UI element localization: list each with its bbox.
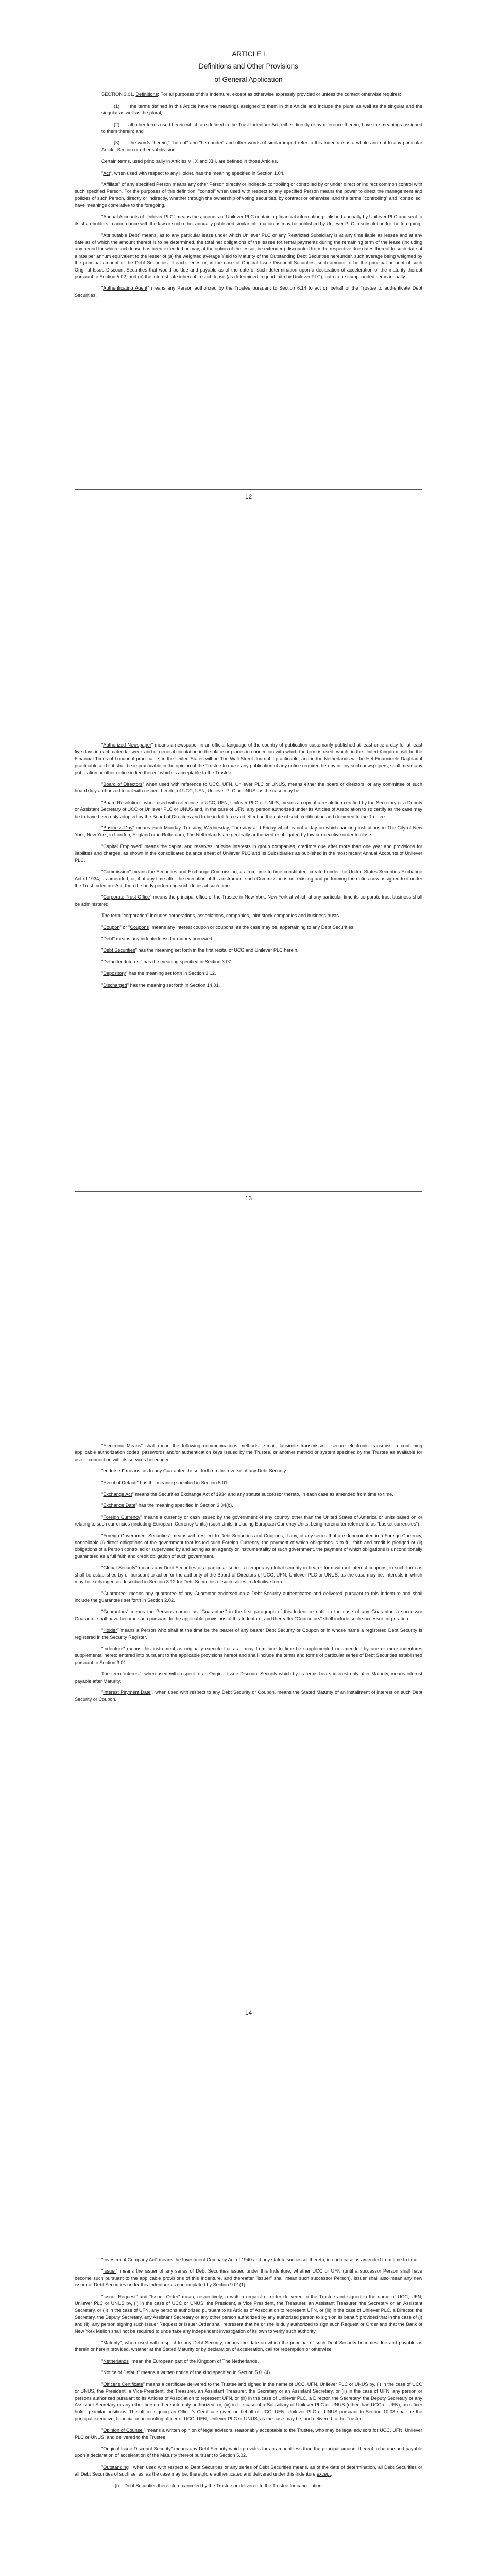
def-interest: The term "interest", when used with respect to an Original Issue Discount Security which by its terms bears interest only after Maturity, means interest payable after Maturity.: [75, 1671, 422, 1684]
def-attributable-debt: "Attributable Debt" means, as to any particular lease under which Unilever PLC or any Restricted Subsidiary is at any time liable as lessee and at any date as of which the amount thereof is to be determined, the total net obligations of the lessee for rental payments during the remaining term of the lease (including any period for which such lease has been extended or may, at the option of the lessor, be extended) discounted from the respective due dates thereof to such date at a rate per annum equivalent to the lesser of (a) the weighted average Yield to Maturity of the Outstanding Debt Securities hereunder, such average being weighted by the principal amount of the Debt Securities of each series or, in the case of Original Issue Discount Securities, such amount to be the principal amount of such Original Issue Discount Securities that would be due and payable as of the date of such determination upon a declaration of acceleration of the maturity thereof pursuant to Section 5.02, and (b) the interest rate inherent in such lease (as determined in good faith by Unilever PLC), both to be compounded semi-annually.: [75, 232, 422, 279]
def-event-of-default: "Event of Default" has the meaning specified in Section 5.01.: [101, 1480, 229, 1485]
page-14-content: [75, 1443, 422, 1703]
page-divider: [75, 1191, 422, 1192]
page-15: [0, 2257, 497, 2494]
list-item-1: (1) the terms defined in this Article have the meanings assigned to them in this Article and include the plural as well as the singular and the singular as well as the plural;: [101, 103, 422, 116]
def-issuer: "Issuer" means the issuer of any series of Debt Securities issued under this Indenture, whether UCC or UFN (until a successor Person shall have become such pursuant to the applicable provisions of this Indenture, and thereafter "Issuer" shall mean such successor Person). Issuer shall also mean any new issuer of Debt Securities under this Indenture as contemplated by Section 9.01(1).: [75, 2268, 422, 2288]
def-commission: "Commission" means the Securities and Exchange Commission, as from time to time constituted, created under the United States Securities Exchange Act of 1934, as amended, or, if at any time after the execution of this instrument such Commission is not existing and performing the duties now assigned to it under the Trust Indenture Act, then the body performing such duties at such time.: [75, 869, 422, 888]
list-item-2: (2) all other terms used herein which are defined in the Trust Indenture Act, either directly or by reference therein, have the meanings assigned to them therein; and: [101, 122, 422, 134]
certain-terms: Certain terms, used principally in Articles VI, X and XIII, are defined in those Articles.: [101, 159, 278, 164]
def-exchange-date: "Exchange Date" has the meaning specified in Section 3.04(b).: [101, 1503, 233, 1509]
def-holder: "Holder" means a Person who shall at the time be the bearer of any bearer Debt Security or Coupon or in whose name a registered Debt Security is registered in the Security Register.: [75, 1628, 422, 1640]
def-issuer-request: "Issuer Request" and "Issuer Order" mean, respectively, a written request or order delivered to the Trustee and signed in the name of UCC, UFN, Unilever PLC or UNUS by, (i) in the case of UCC or UNUS, the President, a Vice President, the Treasurer, an Assistant Treasurer, the Secretary or an Assistant Secretary, or (ii) in the case of UFN, any persons authorized pursuant to its Articles of Association to represent UFN, or (iii) in the case of Unilever PLC, a Director, the Secretary, the Deputy Secretary, any Assistant Secretary or any other person authorized by any authorized person to sign on its behalf; provided that in the case of (i) and (ii), any person signing such Issuer Request or Issuer Order shall represent that he or she is duly authorized to sign such Request or Order and that the Bank of New York Mellon shall not be required to undertake any independent investigation of its own to verify such authority.: [75, 2294, 422, 2334]
def-guarantee: "Guarantee" means any guarantee of any Guarantor endorsed on a Debt Security authenticated and delivered pursuant to this Indenture and shall include the guarantees set forth in Section 2.02.: [75, 1590, 422, 1603]
def-original-issue-discount-security: "Original Issue Discount Security" means any Debt Security which provides for an amount less than the principal amount thereof to be due and payable upon a declaration of acceleration of the Maturity thereof pursuant to Section 5.02.: [75, 2446, 422, 2459]
def-defaulted-interest: "Defaulted Interest" has the meaning specified in Section 3.07.: [101, 959, 233, 964]
page-divider: [75, 489, 422, 490]
list-item-3: (3) the words "herein," "hereof" and "hereunder" and other words of similar import refer to this Indenture as a whole and not to any particular Article, Section or other subdivision.: [101, 140, 422, 152]
article-heading: ARTICLE I: [232, 50, 265, 58]
def-authorized-newspaper: "Authorized Newspaper" means a newspaper in an official language of the country of publication customarily published at least once a day for at least five days in each calendar week and of general circulation in the place or places in connection with which the term is used, which, in the United Kingdom, will be the Financial Times of London if practicable, in the United States will be The Wall Street Journal if practicable, and in the Netherlands will be Het Financieele Dagblad if practicable and if it shall be impracticable in the opinion of the Trustee to make any publication of any notice required hereby in any such newspapers, shall mean any publication or other notice in lieu thereof which is acceptable to the Trustee.: [75, 742, 422, 775]
def-foreign-government-securities: "Foreign Government Securities" means with respect to Debt Securities and Coupons, if any, of any series that are denominated in a Foreign Currency, noncallable (i) direct obligations of the government that issued such Foreign Currency, the payment of which obligations is to full faith and credit is pledged or (ii) obligations of a Person controlled or supervised by and acting as an agency or instrumentality of such government, the payment of which obligations is unconditionally guaranteed as a full faith and credit obligation of such government.: [75, 1533, 422, 1559]
def-indenture: "Indenture" means this instrument as originally executed or as it may from time to time be supplemented or amended by one or more indentures supplemental hereto entered into pursuant to the applicable provisions hereof and shall include the terms and forms of particular series of Debt Securities established pursuant to Section 3.01.: [75, 1646, 422, 1665]
def-interest-payment-date: "Interest Payment Date", when used with respect to any Debt Security or Coupon, means the Stated Maturity of an installment of interest on such Debt Security or Coupon.: [75, 1689, 422, 1702]
def-capital-employed: "Capital Employed" means the capital and reserves, outside interests in group companies, creditors due after more than one year and provisions for liabilities and charges, as shown in the consolidated balance sheet of Unilever PLC and its Subsidiaries as published in the most recent Annual Accounts of Unilever PLC.: [75, 843, 422, 863]
page-number: 12: [245, 493, 252, 500]
def-guarantors: "Guarantors" means the Persons named as "Guarantors" in the first paragraph of this Indenture until, in the case of any Guarantor, a successor Guarantor shall have become such pursuant to the applicable provisions of this Indenture, and thereafter "Guarantors" shall include such successor corporation.: [75, 1609, 422, 1621]
def-authenticating-agent: "Authenticating Agent" means any Person authorized by the Trustee pursuant to Section 6.14 to act on behalf of the Trustee to authenticate Debt Securities.: [75, 285, 422, 298]
article-title-line2: of General Application: [214, 76, 283, 84]
def-corporate-trust-office: "Corporate Trust Office" means the principal office of the Trustee in New York, New York at which at any particular time its corporate trust business shall be administered.: [75, 894, 422, 907]
def-depository: "Depository" has the meaning set forth in Section 3.12.: [101, 971, 216, 976]
def-debt: "Debt" means any indebtedness for money borrowed.: [101, 936, 214, 941]
def-foreign-currency: "Foreign Currency" means a currency or cash issued by the government of any country other than the United States of America or units based on or relating to such currencies (including European Currency Units) (such Units, including European Currency Units, being hereinafter referred to as "basket currencies").: [75, 1514, 422, 1527]
def-notice-of-default: "Notice of Default" means a written notice of the kind specified in Section 5.01(4).: [101, 2370, 271, 2376]
page-15-content: [75, 2257, 422, 2489]
def-discharged: "Discharged" has the meaning set forth in Section 14.01.: [101, 982, 220, 988]
def-endorsed: "endorsed" means, as to any Guarantee, to set forth on the reverse of any Debt Security.: [101, 1468, 287, 1474]
article-title-line1: Definitions and Other Provisions: [199, 62, 298, 71]
page-13: [0, 742, 497, 993]
def-business-day: "Business Day" means each Monday, Tuesday, Wednesday, Thursday and Friday which is not a day on which banking institutions in The City of New York, New York, in London, England or in Rotterdam, The Netherlands are generally authorized or obligated by law or executive order to close.: [75, 825, 423, 838]
def-coupon: "Coupon" or "Coupons" means any interest coupon or coupons, as the case may be, appertaining to any Debt Securities.: [101, 924, 355, 930]
section-1-01: SECTION 3.01. Definitions: For all purposes of this Indenture, except as otherwise expressly provided or unless the context otherwise requires:: [101, 92, 401, 97]
def-annual-accounts: "Annual Accounts of Unilever PLC" means the accounts of Unilever PLC containing financial information published annually by Unilever PLC and sent to its shareholders in accordance with the law or such other annually published similar information as may be published by Unilever PLC in substitution for the foregoing.: [75, 214, 422, 227]
page-number: 13: [245, 1195, 252, 1202]
def-netherlands: "Netherlands" mean the European part of the Kingdom of The Netherlands.: [101, 2358, 259, 2364]
def-act: "Act", when used with respect to any Holder, has the meaning specified in Section 1.04.: [101, 170, 285, 176]
def-debt-securities: "Debt Securities" has the meaning set forth in the first recital of UCC and Unilever PLC herein.: [101, 947, 299, 953]
def-outstanding: "Outstanding", when used with respect to Debt Securities or any series of Debt Securities means, as of the date of determination, all Debt Securities or all Debt Securities of such series, as the case may be, theretofore authenticated and delivered under this Indenture except:: [75, 2464, 422, 2477]
def-opinion-of-counsel: "Opinion of Counsel" means a written opinion of legal advisors, reasonably acceptable to the Trustee, who may be legal advisors for UCC, UFN, Unilever PLC or UNUS, and delivered to the Trustee.: [75, 2428, 422, 2440]
def-officers-certificate: "Officer's Certificate" means a certificate delivered to the Trustee and signed in the name of UCC, UFN, Unilever PLC or UNUS by, (i) in the case of UCC or UNUS, the President, a Vice-President, the Treasurer, an Assistant Treasurer, the Secretary or an Assistant Secretary, or (ii) in the case of UFN, any person or persons authorized pursuant to its Articles of Association to represent UFN, or (iii) in the case of Unilever PLC, a Director, the Secretary, the Deputy Secretary or any Assistant Secretary or any other person thereunto duly authorized, or, (iv) in the case of a Subsidiary of Unilever PLC or UNUS (other than UCC or UFN), an officer holding similar positions. The officer signing an Officer's Certificate given on behalf of UCC, UFN, Unilever PLC or UNUS pursuant to Section 10.08 shall be the principal executive, financial or accounting officer of UCC, UFN, Unilever PLC or UNUS, as the case may be, and delivered to the Trustee.: [75, 2381, 422, 2421]
def-affiliate: "Affiliate" of any specified Person means any other Person directly or indirectly controlling or controlled by or under direct or indirect common control with such specified Person. For the purposes of this definition, "control" when used with respect to any specified Person means the power to direct the management and policies of such Person, directly or indirectly, whether through the ownership of voting securities, by contract or otherwise; and the terms "controlling" and "controlled" have meanings correlative to the foregoing.: [75, 182, 422, 208]
page-number: 14: [245, 2009, 252, 2016]
def-board-resolution: "Board Resolution", when used with reference to UCC, UFN, Unilever PLC or UNUS, means a copy of a resolution certified by the Secretary or a Deputy or Assistant Secretary of UCC or Unilever PLC or UNUS and, in the case of UFN, any person authorized under its Articles of Association to so certify as the case may be to have been duly adopted by the Board of Directors and to be in full force and effect on the date of such certification and delivered to the Trustee.: [75, 800, 423, 819]
def-corporation: The term "corporation" includes corporations, associations, companies, joint stock companies and business trusts.: [101, 913, 340, 919]
page-13-content: [75, 742, 422, 989]
def-electronic-means: "Electronic Means" shall mean the following communications methods: e-mail, facsimile transmission, secure electronic transmission containing applicable authorization codes, passwords and/or authentication keys issued by the Trustee, or another method or system specified by the Trustee as available for use in connection with its services hereunder.: [75, 1443, 422, 1462]
def-global-security: "Global Security" means any Debt Securities of a particular series, a temporary global security in bearer form without interest coupons, in such form as shall be established by or pursuant to action or the authority of the Board of Directors of UCC, UFN, Unilever PLC or UNUS, as the case may be, interests in which may be exchanged as described in Section 3.12 for Debt Securities of such series in definitive form.: [75, 1565, 422, 1585]
outstanding-item-i: (i) Debt Securities theretofore canceled by the Trustee or delivered to the Trustee for cancellation;: [115, 2483, 323, 2488]
page-12-content: [75, 50, 422, 299]
def-maturity: "Maturity", when used with respect to any Debt Security, means the date on which the principal of such Debt Security becomes due and payable as therein or herein provided, whether at the Stated Maturity or by declaration of acceleration, call for redemption or otherwise.: [75, 2340, 422, 2352]
page-14: [0, 1443, 497, 1708]
def-board-of-directors: "Board of Directors" when used with reference to UCC, UFN, Unilever PLC or UNUS, means either the board of directors, or any committee of such board duly authorized to act with respect hereto, of UCC, UFN, Unilever PLC or UNUS, as the case may be.: [75, 782, 422, 794]
page-12: [0, 50, 497, 303]
def-investment-company-act: "Investment Company Act" means the Investment Company Act of 1940 and any statute successor thereto, in each case as amended from time to time.: [101, 2257, 419, 2262]
def-exchange-act: "Exchange Act" means the Securities Exchange Act of 1934 and any statute successor thereto, in each case as amended from time to time.: [101, 1492, 393, 1497]
